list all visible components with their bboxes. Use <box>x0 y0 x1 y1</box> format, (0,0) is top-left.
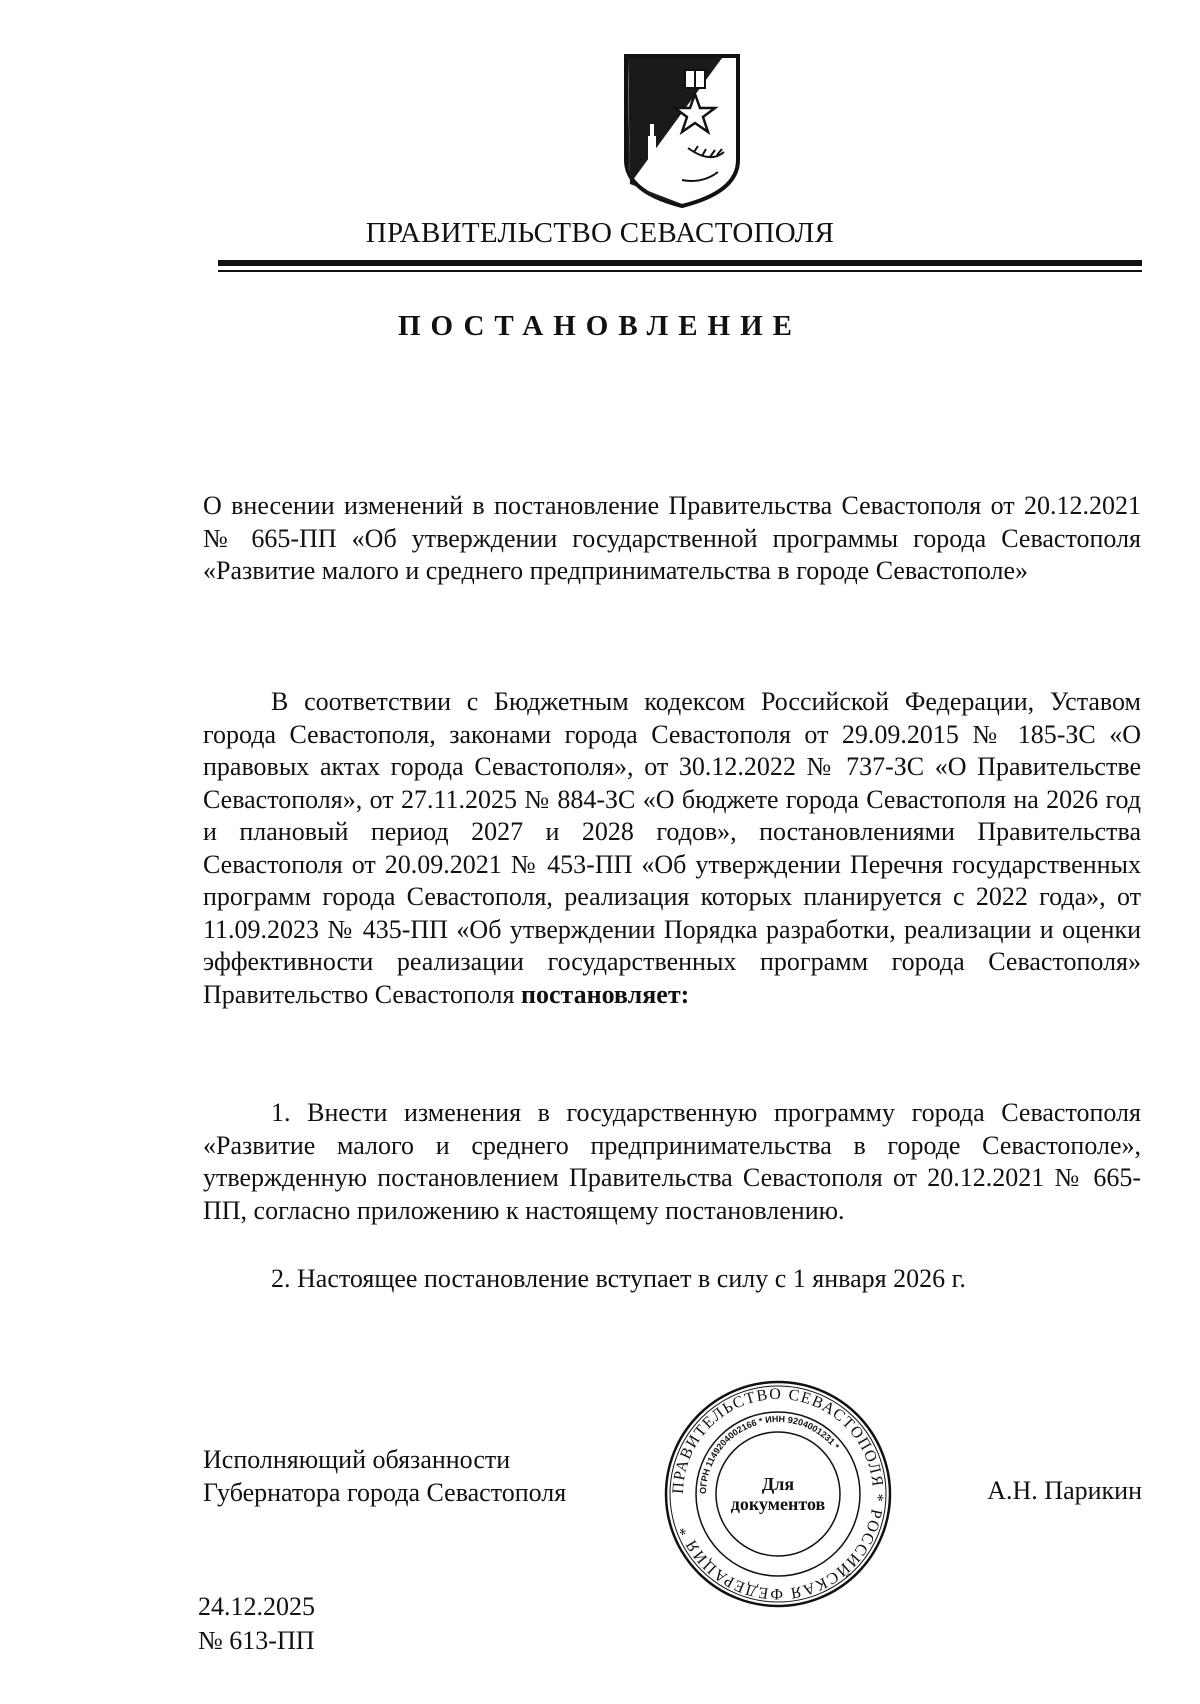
document-date: 24.12.2025 <box>198 1592 315 1621</box>
resolves-word: постановляет: <box>520 979 690 1009</box>
preamble-text: В соответствии с Бюджетным кодексом Российской Федерации, Уставом города Севастополя, законами города Севастополя от 29.09.2015 № 185-ЗС «О правовых актах города Севастополя», от 30.12.2022 № 737-ЗС «О Правительстве Севастополя», от 27.11.2025 № 884-ЗС «О бюджете города Севастополя на 2026 год и плановый период 2027 и 2028 годов», постановлениями Правительства Севастополя от 20.09.2021 № 453-ПП «Об утверждении Перечня государственных программ города Севастополя, реализация которых планируется с 2022 года», от 11.09.2023 № 435-ПП «Об утверждении Порядка разработки, реализации и оценки эффективности реализации государственных программ города Севастополя» Правительство Севастополя <box>203 687 1141 1009</box>
official-seal-stamp <box>662 1378 894 1610</box>
seal-inner-text: ОГРН 1149204002166 * ИНН 9204001231 * <box>697 1413 842 1495</box>
document-subject: О внесении изменений в постановление Правительства Севастополя от 20.12.2021 № 665-ПП «Об утверждении государственной программы города Севастополя «Развитие малого и среднего предпринимательства в городе Севастополе» <box>203 491 1141 585</box>
preamble-paragraph <box>203 686 1141 1011</box>
document-type-heading: ПОСТАНОВЛЕНИЕ <box>397 310 802 342</box>
coat-of-arms-emblem <box>622 52 742 210</box>
signer-title-line-2: Губернатора города Севастополя <box>203 1478 567 1507</box>
document-date-block <box>198 1590 315 1658</box>
resolution-item-1: 1. Внести изменения в государственную программу города Севастополя «Развитие малого и среднего предпринимательства в городе Севастополе», утвержденную постановлением Правительства Севастополя от 20.12.2021 № 665-ПП, согласно приложению к настоящему постановлению. <box>203 1098 1141 1225</box>
seal-outer-text: ПРАВИТЕЛЬСТВО СЕВАСТОПОЛЯ * РОССИЙСКАЯ ФЕДЕРАЦИЯ * <box>669 1385 887 1603</box>
seal-center-line-1: Для <box>761 1474 795 1494</box>
header-rule-thin <box>218 270 1142 272</box>
signer-title <box>203 1443 566 1509</box>
resolution-item-2: 2. Настоящее постановление вступает в силу с 1 января 2026 г. <box>271 1264 966 1293</box>
signer-name: А.Н. Парикин <box>987 1476 1142 1505</box>
seal-center-line-2: документов <box>730 1494 826 1514</box>
header-rule-thick <box>218 260 1142 266</box>
government-title: ПРАВИТЕЛЬСТВО СЕВАСТОПОЛЯ <box>365 217 835 249</box>
document-number: № 613-ПП <box>198 1626 315 1655</box>
signer-title-line-1: Исполняющий обязанности <box>203 1445 511 1474</box>
